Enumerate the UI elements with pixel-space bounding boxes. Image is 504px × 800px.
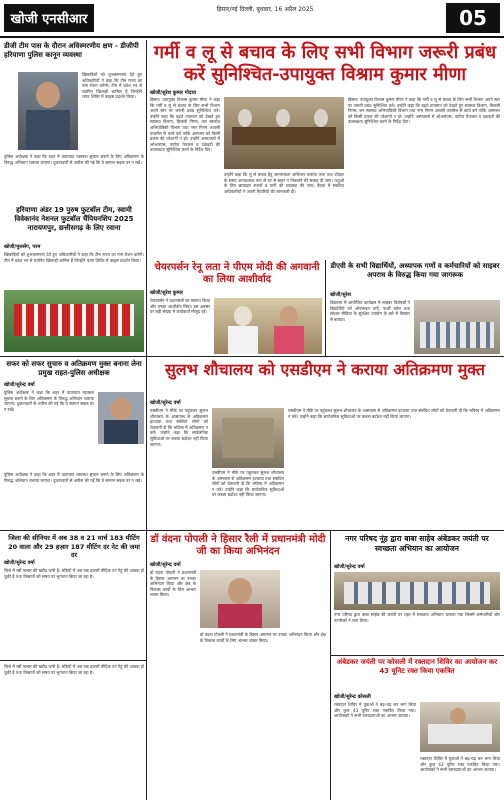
article-byline: खोजी/सुरेन्द्र वर्मा xyxy=(4,560,35,566)
article-byline: खोजी/सुरेश कुमार xyxy=(150,290,183,296)
encroachment-photo xyxy=(212,408,284,468)
article-body: एसडीएम ने मौके पर पहुंचकर सुलभ शौचालय के आसपास से अतिक्रमण हटवाया तथा संबंधित लोगों को चेतावनी दी कि भविष्य में अतिक्रमण न करें। उन्होंने कहा कि सार्वजनिक सुविधाओं पर कब्जा बर्दाश्त नहीं किया जाएगा। xyxy=(212,470,284,498)
page-number: 05 xyxy=(446,3,500,33)
article-body: पुलिस अधीक्षक ने कहा कि शहर में यातायात व्यवस्था सुचारु बनाने के लिए अतिक्रमण के विरुद्ध अभियान चलाया जाएगा। दुकानदारों से अपील की गई कि वे सामान सड़क पर न रखें। xyxy=(4,154,144,165)
article-byline: खोजी/सुरेन्द्र वर्मा xyxy=(150,562,181,568)
article-body: एसडीएम ने मौके पर पहुंचकर सुलभ शौचालय के आसपास से अतिक्रमण हटवाया तथा संबंधित लोगों को चेतावनी दी कि भविष्य में अतिक्रमण न करें। उन्होंने कहा कि सार्वजनिक सुविधाओं पर कब्जा बर्दाश्त नहीं किया जाएगा। xyxy=(288,408,500,419)
article-body: पुलिस अधीक्षक ने कहा कि शहर में यातायात व्यवस्था सुचारु बनाने के लिए अतिक्रमण के विरुद्ध अभियान चलाया जाएगा। दुकानदारों से अपील की गई कि वे सामान सड़क पर न रखें। xyxy=(4,472,144,483)
article-body: विद्यालय में आयोजित कार्यक्रम में साइबर विशेषज्ञों ने विद्यार्थियों को ऑनलाइन ठगी, फर्जी कॉल तथा सोशल मीडिया के सुरक्षित उपयोग के बारे में विस्तार से बताया। xyxy=(330,300,410,322)
school-photo xyxy=(414,300,500,354)
article-body: एसडीएम ने मौके पर पहुंचकर सुलभ शौचालय के आसपास से अतिक्रमण हटवाया तथा संबंधित लोगों को चेतावनी दी कि भविष्य में अतिक्रमण न करें। उन्होंने कहा कि सार्वजनिक सुविधाओं पर कब्जा बर्दाश्त नहीं किया जाएगा। xyxy=(150,408,208,447)
article-body: खिलाड़ियों को शुभकामनाएं देते हुए अधिकारियों ने कहा कि टीम राज्य का नाम रोशन करेगी। टीम में प्रदेश भर से चयनित खिलाड़ी शामिल हैं जिन्होंने चयन शिविर में उत्कृष्ट प्रदर्शन किया। xyxy=(82,72,142,100)
team-photo xyxy=(4,290,144,352)
officer-photo xyxy=(18,72,78,150)
article-body: जिले में रबी फसल की खरीद जारी है। मंडियों में अब तक हजारों मीट्रिक टन गेहूं की आवक हो चुकी है तथा किसानों को समय पर भुगतान किया जा रहा है। xyxy=(4,664,144,675)
article-headline: डॉ वंदना पोपली ने हिसार रैली में प्रधानमंत्री मोदी जी का किया अभिनंदन xyxy=(150,534,326,557)
article-headline: सफर को सफर सुचारु व अतिक्रमण मुक्त बनाना लेना प्रमुख राहत-पुलिस अधीक्षक xyxy=(6,360,142,377)
portrait-photo xyxy=(200,570,280,628)
article-byline: खोजी/सुरेन्द्र कोसली xyxy=(334,694,371,700)
event-photo xyxy=(214,298,322,354)
section-divider xyxy=(331,655,504,656)
article-headline: जिला की सीनियर में अब 38 व 21 मार्च 183 मीटिंग 20 वाला और 29 हज़ार 187 मीटिंग दर नेट की जमा दर xyxy=(8,534,140,559)
article-byline: खोजी/सुरेन्द्र वर्मा xyxy=(150,400,181,406)
article-headline: डीएवी के सभी विद्यार्थियों, अध्यापक गणों व कर्मचारियों को साइबर अपराध के विरुद्ध किया गया जागरूक xyxy=(330,262,500,279)
article-headline: नगर परिषद नूंह द्वारा बाबा साहेब अंबेडकर जयंती पर स्वच्छता अभियान का आयोजन xyxy=(345,534,489,553)
column-divider xyxy=(146,40,147,356)
article-headline: हरियाणा अंडर 19 पुरुष फुटबॉल टीम, स्वामी विवेकानंद नेशनल फुटबॉल चैंपियनशिप 2025 नारायणपुर, छत्तीसगढ़ के लिए रवाना xyxy=(14,206,134,232)
article-body: रक्तदान शिविर में युवाओं ने बढ़-चढ़ कर भाग लिया और कुल 43 यूनिट रक्त एकत्रित किया गया। आयोजकों ने सभी रक्तदाताओं का आभार जताया। xyxy=(334,702,416,719)
column-divider xyxy=(146,357,147,530)
article-body: पुलिस अधीक्षक ने कहा कि शहर में यातायात व्यवस्था सुचारु बनाने के लिए अतिक्रमण के विरुद्ध अभियान चलाया जाएगा। दुकानदारों से अपील की गई कि वे सामान सड़क पर न रखें। xyxy=(4,390,94,412)
article-body: हिसार। उपायुक्त विश्राम कुमार मीणा ने कहा कि गर्मी व लू से बचाव के लिए सभी विभाग अपने स्तर पर जरूरी प्रबंध सुनिश्चित करें। उन्होंने कहा कि बढ़ते तापमान को देखते हुए स्वास्थ्य विभाग, बिजली निगम, जन स्वास्थ्य अभियांत्रिकी विभाग तथा नगर निगम आपसी तालमेल से कार्य करें ताकि आमजन को किसी प्रकार की परेशानी न हो। उन्होंने अस्पतालों में ओआरएस, पर्याप्त पेयजल व दवाइयों की उपलब्धता सुनिश्चित करने के निर्देश दिए। xyxy=(150,97,220,153)
article-headline: अंबेडकर जयंती पर कोसली में रक्तदान शिविर का आयोजन कर 43 यूनिट रक्त किया एकत्रित xyxy=(334,658,500,692)
lead-headline: गर्मी व लू से बचाव के लिए सभी विभाग जरूरी प्रबंध करें सुनिश्चित-उपायुक्त विश्राम कुमार मीणा xyxy=(153,42,497,85)
article-byline: खोजी/सुरेन्द्र वर्मा xyxy=(4,382,35,388)
article-body: चेयरपर्सन ने प्रधानमंत्री का स्वागत किया और उनका आशीर्वाद लिया। इस अवसर पर बड़ी संख्या में कार्यकर्ता मौजूद रहे। xyxy=(150,298,210,315)
article-body: उन्होंने कहा कि लू से बचाव हेतु जागरूकता अभियान चलाया जाए तथा दोपहर के समय अनावश्यक रूप से घर से बाहर न निकलने की सलाह दी जाए। पशुओं के लिए छायादार स्थानों व पानी की व्यवस्था की जाए। बैठक में संबंधित अधिकारियों ने अपनी तैयारियों की जानकारी दी। xyxy=(224,172,344,194)
article-headline: डीजी टीम पास के दौरान अविस्मरणीय क्षण - डीजीपी हरियाणा पुलिस कानून व्यवस्था xyxy=(4,42,139,59)
publication-logo: खोजी एनसीआर xyxy=(4,4,94,32)
article-byline: खोजी/मुलसेंग, परम xyxy=(4,244,41,250)
article-byline: खोजी/सुरेन्द्र वर्मा xyxy=(334,564,365,570)
article-headline: चेयरपर्सन रेनू लता ने पीएम मोदी की अगवानी का लिया आशीर्वाद xyxy=(154,262,320,285)
column-divider xyxy=(330,531,331,800)
article-body: नगर परिषद द्वारा बाबा साहेब की जयंती पर शहर में स्वच्छता अभियान चलाया गया जिसमें कर्मचारियों और नागरिकों ने भाग लिया। xyxy=(334,612,500,623)
article-body: रक्तदान शिविर में युवाओं ने बढ़-चढ़ कर भाग लिया और कुल 43 यूनिट रक्त एकत्रित किया गया। आयोजकों ने सभी रक्तदाताओं का आभार जताया। xyxy=(420,756,500,773)
article-body: जिले में रबी फसल की खरीद जारी है। मंडियों में अब तक हजारों मीट्रिक टन गेहूं की आवक हो चुकी है तथा किसानों को समय पर भुगतान किया जा रहा है। xyxy=(4,568,144,579)
section-divider xyxy=(0,356,504,357)
article-body: हिसार। उपायुक्त विश्राम कुमार मीणा ने कहा कि गर्मी व लू से बचाव के लिए सभी विभाग अपने स्तर पर जरूरी प्रबंध सुनिश्चित करें। उन्होंने कहा कि बढ़ते तापमान को देखते हुए स्वास्थ्य विभाग, बिजली निगम, जन स्वास्थ्य अभियांत्रिकी विभाग तथा नगर निगम आपसी तालमेल से कार्य करें ताकि आमजन को किसी प्रकार की परेशानी न हो। उन्होंने अस्पतालों में ओआरएस, पर्याप्त पेयजल व दवाइयों की उपलब्धता सुनिश्चित करने के निर्देश दिए। xyxy=(348,97,500,125)
article-headline: सुलभ शौचालय को एसडीएम ने कराया अतिक्रमण मुक्त xyxy=(164,360,486,379)
edition-date: हिसार/नई दिल्ली, बुधवार, 16 अप्रैल 2025 xyxy=(216,6,314,13)
column-divider xyxy=(325,260,326,356)
column-divider xyxy=(146,531,147,800)
section-divider xyxy=(0,530,504,531)
cleanliness-photo xyxy=(334,572,500,610)
article-byline: खोजी/सुरेश कुमार गोदारा xyxy=(150,90,197,96)
masthead xyxy=(0,0,504,38)
blood-donation-photo xyxy=(420,702,500,752)
officer-photo xyxy=(98,392,144,444)
meeting-photo xyxy=(224,97,344,169)
article-body: खिलाड़ियों को शुभकामनाएं देते हुए अधिकारियों ने कहा कि टीम राज्य का नाम रोशन करेगी। टीम में प्रदेश भर से चयनित खिलाड़ी शामिल हैं जिन्होंने चयन शिविर में उत्कृष्ट प्रदर्शन किया। xyxy=(4,252,144,263)
article-body: डॉ वंदना पोपली ने प्रधानमंत्री के हिसार आगमन पर उनका अभिनंदन किया और क्षेत्र के विकास कार्यों के लिए आभार व्यक्त किया। xyxy=(150,570,196,598)
article-byline: खोजी/सुरेश xyxy=(330,292,352,298)
article-body: डॉ वंदना पोपली ने प्रधानमंत्री के हिसार आगमन पर उनका अभिनंदन किया और क्षेत्र के विकास कार्यों के लिए आभार व्यक्त किया। xyxy=(200,632,326,643)
section-divider xyxy=(0,660,146,661)
